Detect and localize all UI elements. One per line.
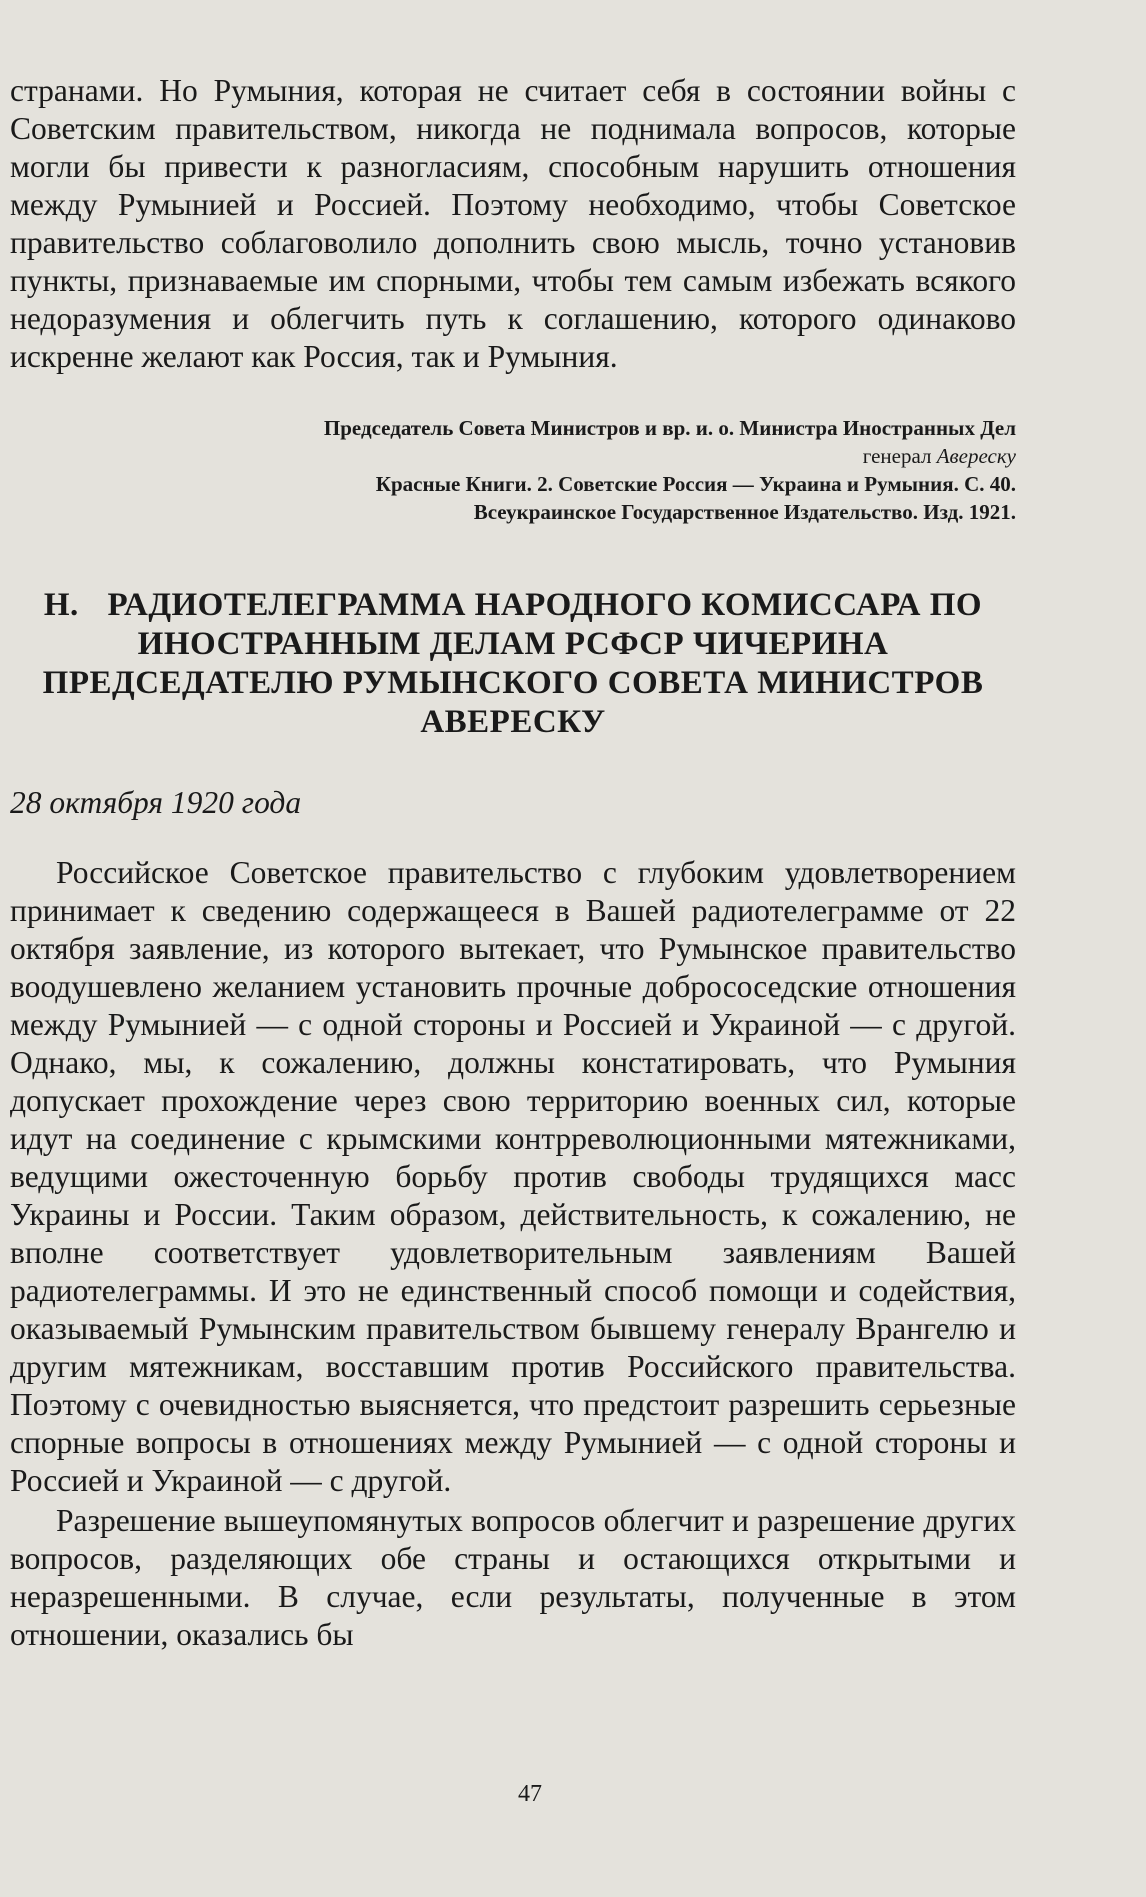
document-date: 28 октября 1920 года	[10, 785, 302, 820]
intro-paragraph: странами. Но Румыния, которая не считает себя в состоянии войны с Советским правительством, никогда не поднимала вопросов, которые могли бы привести к разногласиям, способным нарушить отношения между Румынией и Россией. Поэтому необходимо, чтобы Советское правительство соблаговолило дополнить свою мысль, точно установив пункты, признаваемые им спорными, чтобы тем самым избежать всякого недоразумения и облегчить путь к соглашению, которого одинаково искренне желают как Россия, так и Румыния.	[10, 73, 1016, 374]
document-heading	[10, 586, 1016, 742]
signature-rank: генерал	[862, 444, 932, 468]
source-line-2: Всеукраинское Государственное Издательство. Изд. 1921.	[473, 500, 1016, 524]
body-paragraph-2: Разрешение вышеупомянутых вопросов облегчит и разрешение других вопросов, разделяющих обе страны и остающихся открытыми и неразрешенными. В случае, если результаты, полученные в этом отношении, оказались бы	[10, 1502, 1016, 1652]
heading-title: РАДИОТЕЛЕГРАММА НАРОДНОГО КОМИССАРА ПО ИНОСТРАННЫМ ДЕЛАМ РСФСР ЧИЧЕРИНА ПРЕДСЕДАТЕЛЮ РУМЫНСКОГО СОВЕТА МИНИСТРОВ АВЕРЕСКУ	[42, 587, 984, 740]
signature-block	[10, 414, 1016, 526]
body-paragraph-1: Российское Советское правительство с глубоким удовлетворением принимает к сведению содержащееся в Вашей радиотелеграмме от 22 октября заявление, из которого вытекает, что Румынское правительство воодушевлено желанием установить прочные добрососедские отношения между Румынией — с одной стороны и Россией и Украиной — с другой. Однако, мы, к сожалению, должны констатировать, что Румыния допускает прохождение через свою территорию военных сил, которые идут на соединение с крымскими контрреволюционными мятежниками, ведущими ожесточенную борьбу против свободы трудящихся масс Украины и России. Таким образом, действительность, к сожалению, не вполне соответствует удовлетворительным заявлениям Вашей радиотелеграммы. И это не единственный способ помощи и содействия, оказываемый Румынским правительством бывшему генералу Врангелю и другим мятежникам, восставшим против Российского правительства. Поэтому с очевидностью выясняется, что предстоит разрешить серьезные спорные вопросы в отношениях между Румынией — с одной стороны и Россией и Украиной — с другой.	[10, 854, 1016, 1498]
signature-position: Председатель Совета Министров и вр. и. о. Министра Иностранных Дел	[323, 416, 1016, 440]
signature-name-line	[10, 442, 1016, 470]
source-line-1: Красные Книги. 2. Советские Россия — Украина и Румыния. С. 40.	[375, 472, 1016, 496]
page-number: 47	[518, 1781, 542, 1807]
signature-name: Авереску	[936, 444, 1016, 468]
heading-number: Н.	[43, 587, 79, 623]
